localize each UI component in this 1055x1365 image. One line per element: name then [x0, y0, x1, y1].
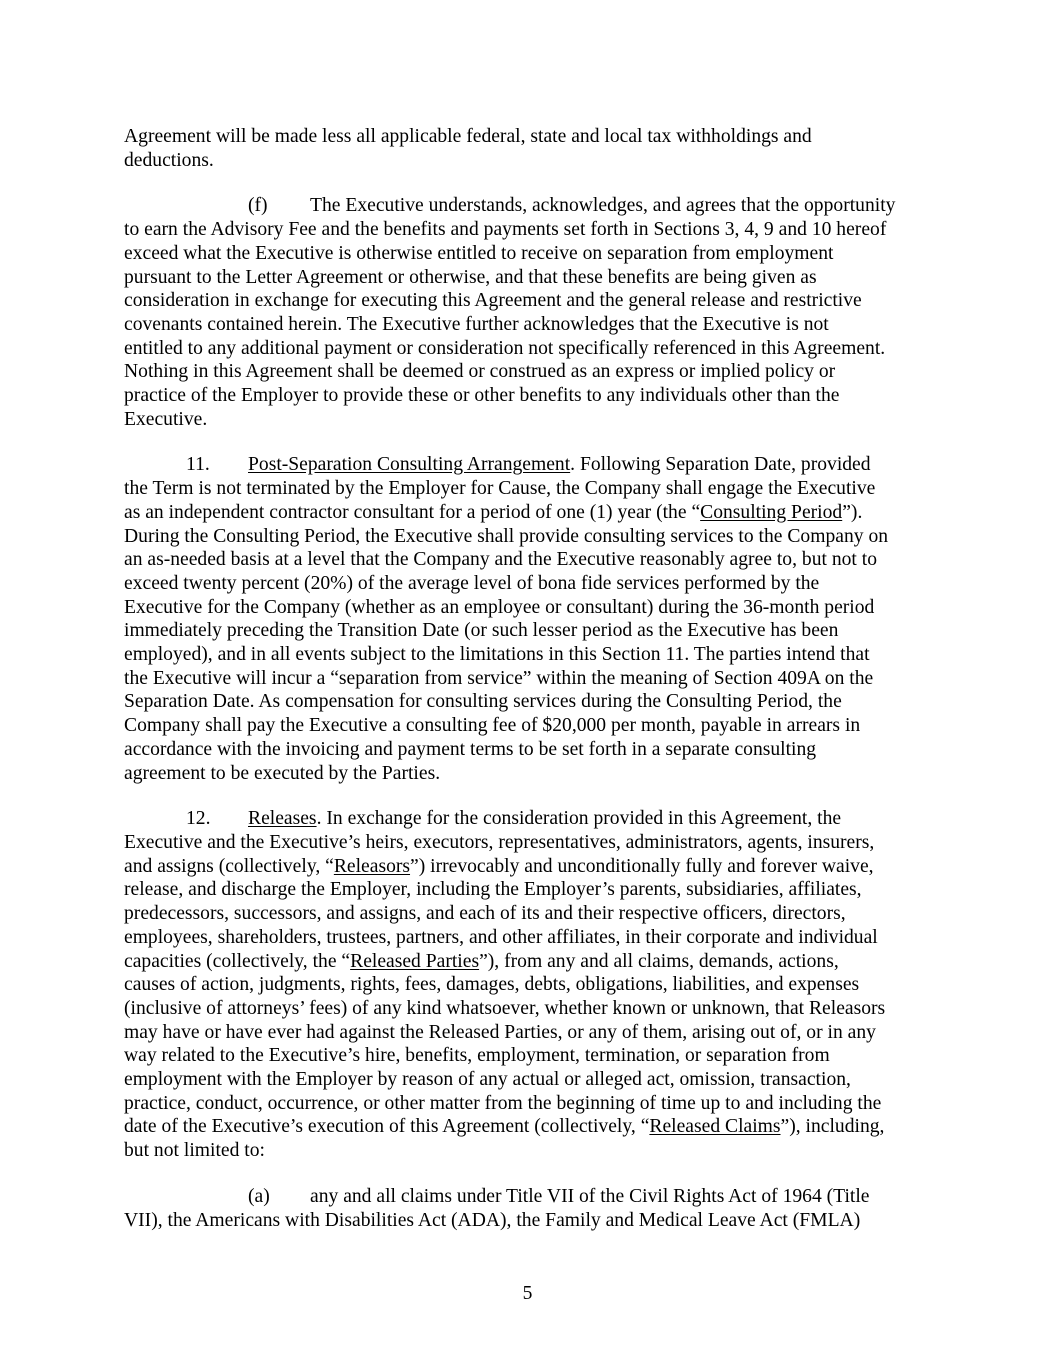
text-line: but not limited to:	[124, 1140, 265, 1162]
text-line: Nothing in this Agreement shall be deemed or construed as an express or implied policy or	[124, 361, 836, 383]
continuation-paragraph	[124, 125, 934, 172]
text-line: (inclusive of attorneys’ fees) of any kind whatsoever, whether known or unknown, that Releasors	[124, 997, 886, 1019]
text-line	[124, 950, 934, 974]
text-line: Agreement will be made less all applicable federal, state and local tax withholdings and	[124, 126, 812, 147]
defined-term: Released Parties	[350, 950, 480, 972]
text-line: the Executive will incur a “separation from service” within the meaning of Section 409A on the	[124, 667, 874, 689]
text-line	[124, 501, 934, 525]
text-line: entitled to any additional payment or consideration not specifically referenced in this Agreement.	[124, 337, 886, 359]
section-heading: Releases	[248, 808, 317, 830]
text-line: Company shall pay the Executive a consulting fee of $20,000 per month, payable in arrears in	[124, 715, 861, 737]
text-line: causes of action, judgments, rights, fees, damages, debts, obligations, liabilities, and expenses	[124, 974, 860, 996]
text-span: capacities (collectively, the “	[124, 950, 351, 972]
document-page	[124, 125, 934, 1254]
text-line	[124, 1115, 934, 1139]
text-line: employees, shareholders, trustees, partners, and other affiliates, in their corporate and individual	[124, 926, 878, 948]
section-12	[124, 807, 934, 1163]
defined-term: Released Claims	[649, 1116, 781, 1138]
text-line: employment with the Employer by reason of any actual or alleged act, omission, transaction,	[124, 1069, 851, 1091]
section-number: 11.	[186, 454, 210, 476]
section-12-first-line	[124, 807, 934, 831]
text-line: agreement to be executed by the Parties.	[124, 762, 441, 784]
text-line: employed), and in all events subject to the limitations in this Section 11. The parties intend that	[124, 644, 870, 666]
section-heading: Post-Separation Consulting Arrangement	[248, 454, 571, 476]
text-line: practice of the Employer to provide these or other benefits to any individuals other than the	[124, 385, 840, 407]
defined-term: Consulting Period	[700, 501, 843, 523]
text-line: to earn the Advisory Fee and the benefits and payments set forth in Sections 3, 4, 9 and 10 hereof	[124, 219, 887, 241]
text-span: The Executive understands, acknowledges, and agrees that the opportunity	[310, 195, 896, 217]
text-line: Executive for the Company (whether as an employee or consultant) during the 36-month period	[124, 596, 875, 618]
text-span: ”).	[842, 501, 863, 523]
text-line: pursuant to the Letter Agreement or otherwise, and that these benefits are being given as	[124, 266, 817, 288]
text-line: an as-needed basis at a level that the Company and the Executive reasonably agree to, but not to	[124, 549, 878, 571]
text-line: immediately preceding the Transition Date (or such lesser period as the Executive has been	[124, 620, 839, 642]
text-span: ”), from any and all claims, demands, actions,	[479, 950, 839, 972]
paragraph-f	[124, 194, 934, 431]
text-line: consideration in exchange for executing this Agreement and the general release and restrictive	[124, 290, 862, 312]
section-11-first-line	[124, 453, 934, 477]
text-line: exceed what the Executive is otherwise entitled to receive on separation from employment	[124, 242, 834, 264]
text-span: date of the Executive’s execution of this Agreement (collectively, “	[124, 1116, 650, 1138]
paragraph-a	[124, 1185, 934, 1232]
text-span: any and all claims under Title VII of the Civil Rights Act of 1964 (Title	[310, 1185, 870, 1207]
text-line: may have or have ever had against the Released Parties, or any of them, arising out of, or in any	[124, 1021, 876, 1043]
text-line: exceed twenty percent (20%) of the average level of bona fide services performed by the	[124, 572, 820, 594]
text-line: During the Consulting Period, the Executive shall provide consulting services to the Company on	[124, 525, 889, 547]
text-line: Separation Date. As compensation for consulting services during the Consulting Period, the	[124, 691, 842, 713]
paragraph-a-first-line	[124, 1185, 934, 1209]
text-line: predecessors, successors, and assigns, and each of its and their respective officers, directors,	[124, 903, 846, 925]
paragraph-a-label: (a)	[248, 1185, 270, 1207]
paragraph-f-first-line	[124, 194, 934, 218]
section-number: 12.	[186, 808, 211, 830]
text-span: . Following Separation Date, provided	[570, 454, 871, 476]
text-line: Executive and the Executive’s heirs, executors, representatives, administrators, agents, insurers,	[124, 831, 875, 853]
text-line: the Term is not terminated by the Employer for Cause, the Company shall engage the Executive	[124, 478, 876, 500]
text-line: release, and discharge the Employer, including the Employer’s parents, subsidiaries, affiliates,	[124, 879, 862, 901]
text-line	[124, 855, 934, 879]
page-number: 5	[522, 1283, 533, 1304]
text-line: VII), the Americans with Disabilities Act (ADA), the Family and Medical Leave Act (FMLA)	[124, 1209, 861, 1231]
text-span: . In exchange for the consideration provided in this Agreement, the	[316, 808, 842, 830]
text-line: covenants contained herein. The Executive further acknowledges that the Executive is not	[124, 313, 829, 335]
text-line: Executive.	[124, 408, 208, 430]
text-span: ”) irrevocably and unconditionally fully and forever waive,	[410, 855, 874, 877]
defined-term: Releasors	[333, 855, 411, 877]
text-line: practice, conduct, occurrence, or other matter from the beginning of time up to and including the	[124, 1092, 882, 1114]
text-line: accordance with the invoicing and payment terms to be set forth in a separate consulting	[124, 738, 817, 760]
text-span: ”), including,	[780, 1116, 885, 1138]
text-span: as an independent contractor consultant for a period of one (1) year (the “	[124, 501, 701, 523]
paragraph-f-label: (f)	[248, 195, 268, 217]
text-line: way related to the Executive’s hire, benefits, employment, termination, or separation from	[124, 1045, 830, 1067]
text-line: deductions.	[124, 149, 214, 171]
section-11	[124, 453, 934, 785]
text-span: and assigns (collectively, “	[124, 855, 334, 877]
